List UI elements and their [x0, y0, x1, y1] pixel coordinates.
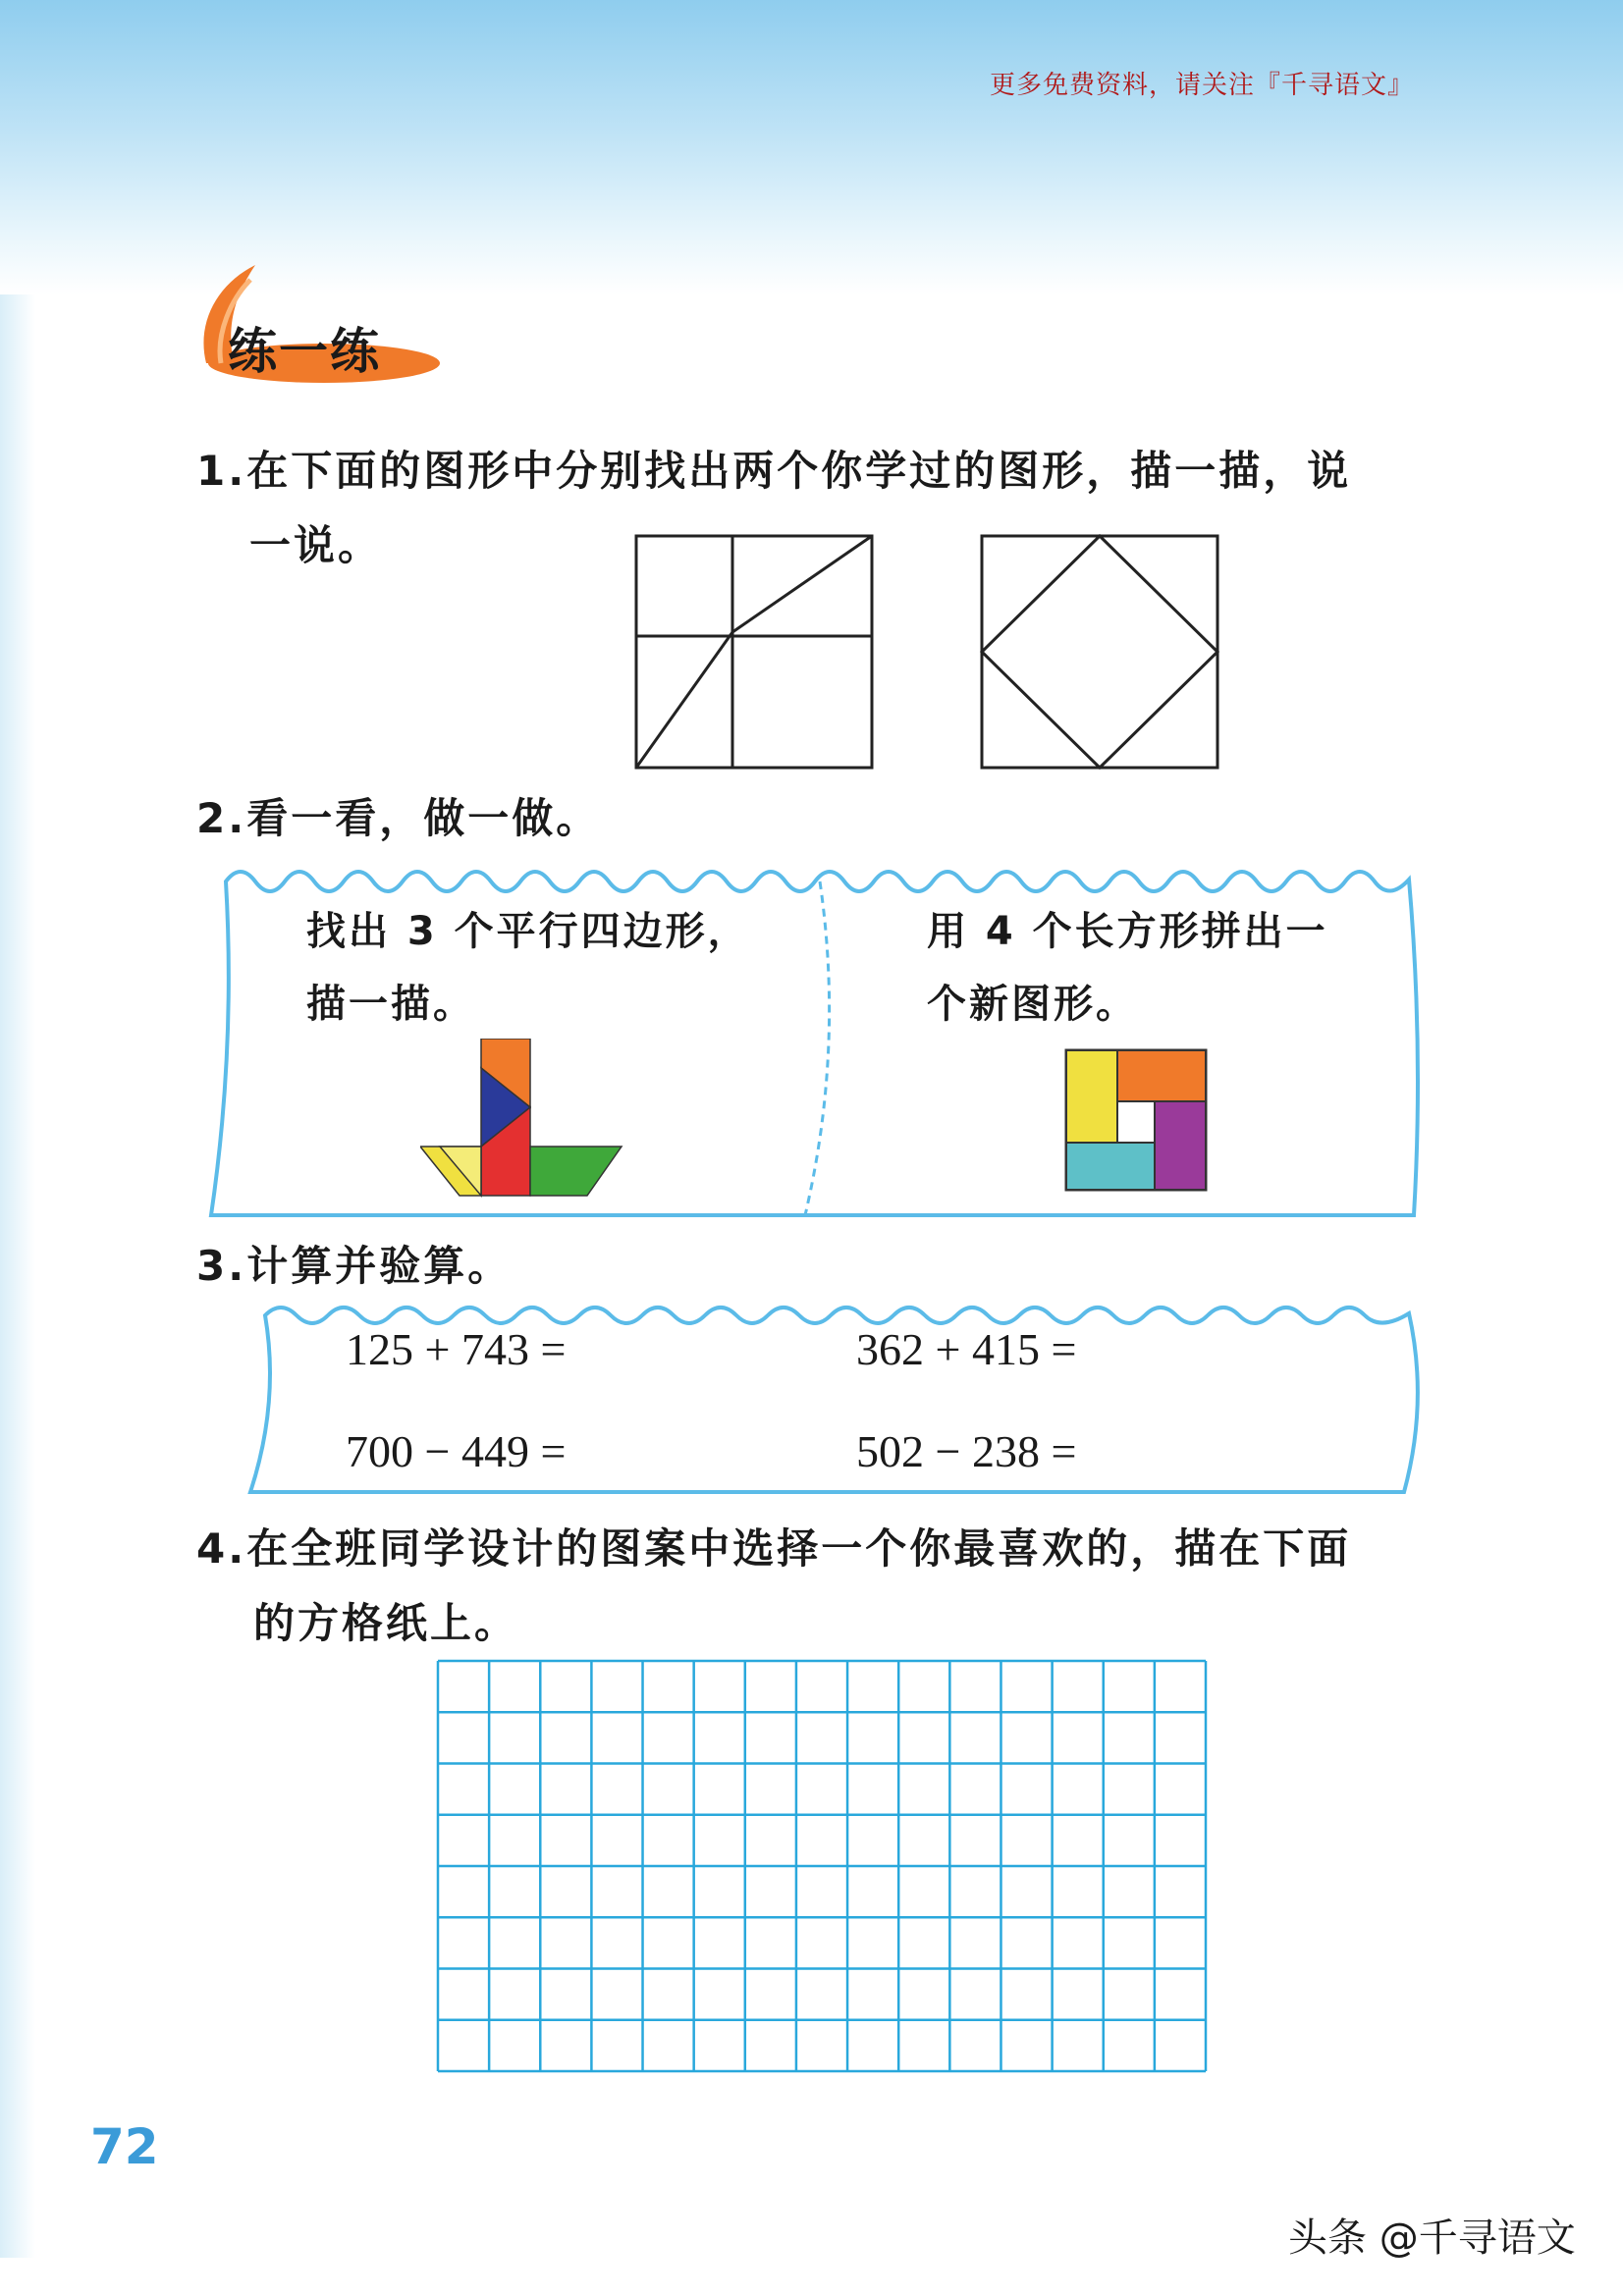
watermark-text: 头条 @千寻语文	[1288, 2216, 1576, 2261]
question-2	[196, 781, 600, 856]
tangram-boat-figure	[420, 1039, 626, 1201]
question-1-text: 在下面的图形中分别找出两个你学过的图形，描一描，说	[246, 447, 1352, 495]
question-2-text: 看一看，做一做。	[246, 794, 601, 842]
question-4-text-cont: 的方格纸上。	[253, 1599, 519, 1647]
task-right-line2: 个新图形。	[927, 982, 1138, 1027]
question-3-number: 3.	[196, 1242, 247, 1290]
equation-3: 700 − 449 =	[346, 1426, 567, 1476]
page-number: 72	[90, 2118, 159, 2175]
question-1-text-cont: 一说。	[249, 521, 383, 569]
figure-square-diamond	[980, 534, 1219, 770]
question-3-text: 计算并验算。	[246, 1242, 513, 1290]
equation-1: 125 + 743 =	[346, 1324, 567, 1374]
question-4	[196, 1512, 1351, 1586]
question-1-number: 1.	[196, 447, 247, 495]
task-right-line1: 用 4 个长方形拼出一	[927, 909, 1328, 954]
page-edge-strip	[0, 294, 35, 2258]
promo-text: 更多免费资料，请关注『千寻语文』	[990, 71, 1415, 100]
equation-4: 502 − 238 =	[856, 1426, 1077, 1476]
question-4-text: 在全班同学设计的图案中选择一个你最喜欢的，描在下面	[246, 1524, 1352, 1573]
figure-square-divided	[634, 534, 874, 770]
question-2-number: 2.	[196, 794, 247, 842]
equation-2: 362 + 415 =	[856, 1324, 1077, 1374]
section-badge: 练一练	[228, 323, 381, 380]
question-4-number: 4.	[196, 1524, 247, 1573]
rectangles-pinwheel-figure	[1064, 1048, 1208, 1192]
question-3	[196, 1229, 512, 1304]
grid-paper[interactable]	[436, 1659, 1208, 2073]
header-band	[0, 0, 1623, 294]
task-left-line2: 描一描。	[306, 982, 475, 1027]
question-1	[196, 434, 1351, 508]
task-left-line1: 找出 3 个平行四边形，	[306, 909, 750, 954]
